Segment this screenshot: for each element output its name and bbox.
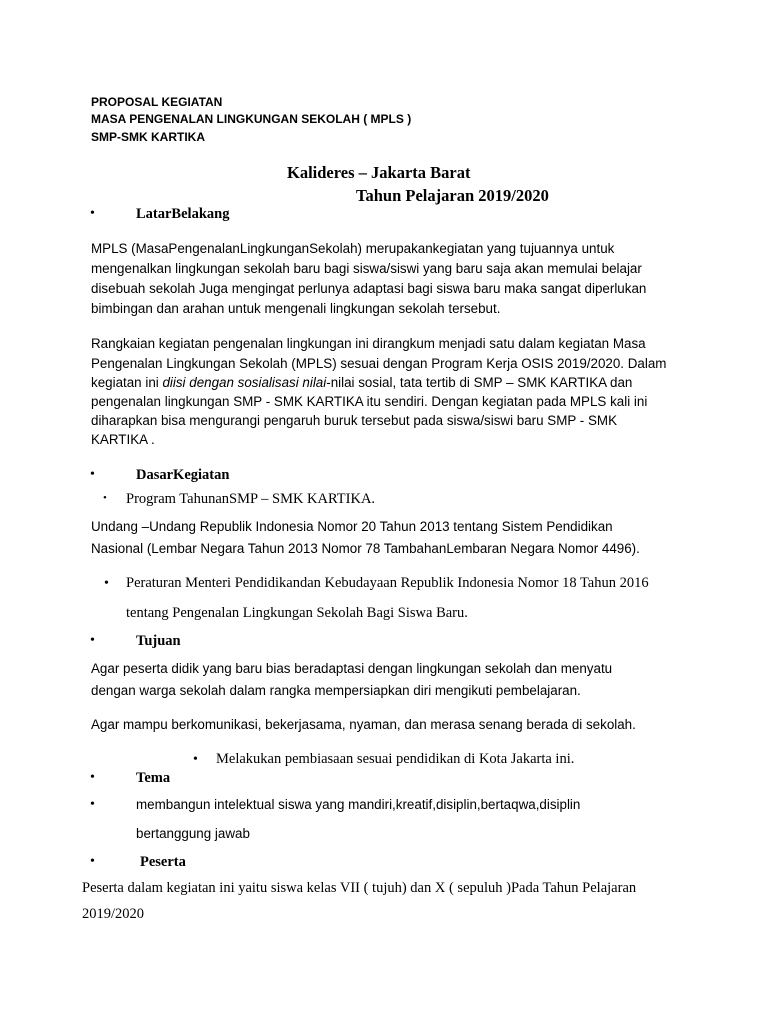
italic-phrase: diisi dengan sosialisasi nilai <box>162 375 327 390</box>
bullet-icon: • <box>90 797 95 812</box>
tema-line-1: membangun intelektual siswa yang mandiri,kreatif,disiplin,bertaqwa,disiplin <box>136 797 581 812</box>
latar-p1-line-4: bimbingan dan arahan untuk mengenali lingkungan sekolah tersebut. <box>91 301 501 316</box>
section-heading-tema: Tema <box>136 770 171 786</box>
latar-p1-line-1: MPLS (MasaPengenalanLingkunganSekolah) merupakankegiatan yang tujuannya untuk <box>91 241 615 256</box>
small-bullet-icon: • <box>103 492 107 504</box>
tema-line-2: bertanggung jawab <box>136 826 250 841</box>
header-line-1: PROPOSAL KEGIATAN <box>91 95 223 109</box>
latar-p1-line-3: disebuah sekolah Juga mengingat perlunya adaptasi bagi siswa baru maka sangat diperlukan <box>91 281 647 296</box>
bullet-icon: • <box>90 206 95 221</box>
latar-p2-line-4: pengenalan lingkungan SMP - SMK KARTIKA itu sendiri. Dengan kegiatan pada MPLS kali ini <box>91 394 648 409</box>
dasar-uu-line-2: Nasional (Lembar Negara Tahun 2013 Nomor 78 TambahanLembaran Negara Nomor 4496). <box>91 541 640 556</box>
bullet-icon: • <box>90 854 95 869</box>
bullet-icon: • <box>193 752 198 767</box>
section-heading-dasar: DasarKegiatan <box>136 467 230 483</box>
dasar-item-1: Program TahunanSMP – SMK KARTIKA. <box>126 491 376 507</box>
tujuan-p1-line-1: Agar peserta didik yang baru bias beradaptasi dengan lingkungan sekolah dan menyatu <box>91 661 613 676</box>
tujuan-p2: Agar mampu berkomunikasi, bekerjasama, nyaman, dan merasa senang berada di sekolah. <box>91 717 636 732</box>
title-year: Tahun Pelajaran 2019/2020 <box>356 186 549 205</box>
bullet-icon: • <box>90 633 95 648</box>
section-heading-tujuan: Tujuan <box>136 633 181 649</box>
latar-p2-line-2: Pengenalan Lingkungan Sekolah (MPLS) sesuai dengan Program Kerja OSIS 2019/2020. Dalam <box>91 356 667 371</box>
header-line-2: MASA PENGENALAN LINGKUNGAN SEKOLAH ( MPLS ) <box>91 112 412 126</box>
section-heading-peserta: Peserta <box>140 854 186 870</box>
latar-p1-line-2: mengenalkan lingkungan sekolah baru bagi siswa/siswi yang baru saja akan memulai belajar <box>91 261 642 276</box>
peserta-line-2: 2019/2020 <box>82 906 145 922</box>
section-heading-latar: LatarBelakang <box>136 206 230 222</box>
latar-p2-line-6: KARTIKA . <box>91 432 155 447</box>
peserta-line-1: Peserta dalam kegiatan ini yaitu siswa kelas VII ( tujuh) dan X ( sepuluh )Pada Tahun Pelajaran <box>82 880 637 896</box>
tujuan-p1-line-2: dengan warga sekolah dalam rangka mempersiapkan diri mengikuti pembelajaran. <box>91 683 581 698</box>
latar-p2-line-3: kegiatan ini diisi dengan sosialisasi nilai-nilai sosial, tata tertib di SMP – SMK KARTIKA dan <box>91 375 633 390</box>
latar-p2-line-1: Rangkaian kegiatan pengenalan lingkungan ini dirangkum menjadi satu dalam kegiatan Masa <box>91 336 646 351</box>
dasar-uu-line-1: Undang –Undang Republik Indonesia Nomor 20 Tahun 2013 tentang Sistem Pendidikan <box>91 519 613 534</box>
title-location: Kalideres – Jakarta Barat <box>287 163 471 182</box>
header-line-3: SMP-SMK KARTIKA <box>91 130 205 144</box>
bullet-icon: • <box>104 576 109 591</box>
dasar-item-2-line-2: tentang Pengenalan Lingkungan Sekolah Bagi Siswa Baru. <box>126 605 468 621</box>
latar-p2-line-5: diharapkan bisa mengurangi pengaruh buruk tersebut pada siswa/siswi baru SMP - SMK <box>91 413 617 428</box>
dasar-item-2-line-1: Peraturan Menteri Pendidikandan Kebudayaan Republik Indonesia Nomor 18 Tahun 2016 <box>126 575 649 591</box>
bullet-icon: • <box>90 770 95 785</box>
tujuan-item: Melakukan pembiasaan sesuai pendidikan di Kota Jakarta ini. <box>216 751 575 767</box>
bullet-icon: • <box>90 467 95 482</box>
